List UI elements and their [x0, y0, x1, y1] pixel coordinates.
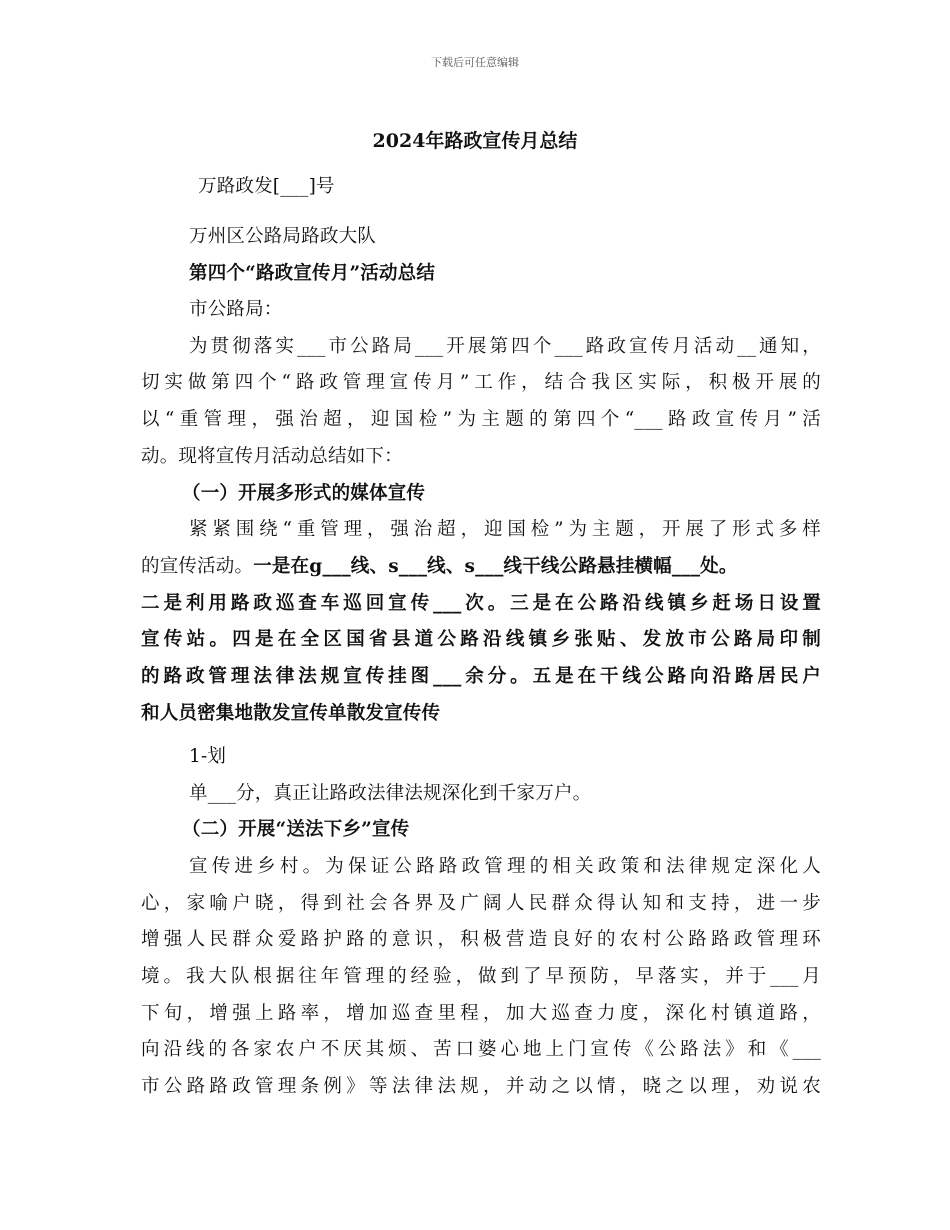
paragraph-line: 1-划 — [189, 746, 227, 767]
paragraph-line: 心，家喻户晓，得到社会各界及广阔人民群众得认知和支持，进一步 — [141, 893, 821, 914]
paragraph-line: 单___分，真正让路政法律法规深化到千家万户。 — [189, 783, 592, 804]
paragraph-line — [141, 555, 821, 579]
document-title: 2024年路政宣传月总结 — [372, 130, 578, 152]
text-bold: 一是在g___线、s___线、s___线干线公路悬挂横幅___处。 — [253, 556, 738, 577]
text-normal: 的宣传活动。 — [141, 556, 254, 577]
addressee: 市公路局： — [189, 299, 283, 320]
page-header-note: 下载后可任意编辑 — [431, 56, 519, 69]
paragraph-line: 二是利用路政巡查车巡回宣传___次。三是在公路沿线镇乡赶场日设置 — [141, 593, 821, 614]
paragraph-line: 动。现将宣传月活动总结如下： — [141, 446, 403, 467]
organization-name: 万州区公路局路政大队 — [189, 226, 377, 247]
section-heading: （二）开展“送法下乡”宣传 — [182, 819, 410, 840]
paragraph-line: 增强人民群众爱路护路的意识，积极营造良好的农村公路路政管理环 — [141, 929, 821, 950]
paragraph-line: 市公路路政管理条例》等法律法规，并动之以情，晓之以理，劝说农 — [141, 1076, 821, 1097]
document-number: 万路政发[___]号 — [198, 176, 335, 197]
paragraph-line: 紧紧围绕“重管理，强治超，迎国检”为主题，开展了形式多样 — [189, 519, 821, 540]
paragraph-line: 境。我大队根据往年管理的经验，做到了早预防，早落实，并于___月 — [141, 966, 821, 987]
paragraph-line: 下旬，增强上路率，增加巡查里程，加大巡查力度，深化村镇道路， — [141, 1003, 821, 1024]
paragraph-line: 切实做第四个“路政管理宣传月”工作，结合我区实际，积极开展的 — [141, 372, 821, 393]
document-subtitle: 第四个“路政宣传月”活动总结 — [189, 263, 436, 284]
paragraph-line: 和人员密集地散发宣传单散发宣传传 — [141, 703, 441, 724]
paragraph-line: 以“重管理，强治超，迎国检”为主题的第四个“___路政宣传月”活 — [141, 409, 821, 430]
paragraph-line: 向沿线的各家农户不厌其烦、苦口婆心地上门宣传《公路法》和《___ — [141, 1039, 821, 1060]
section-heading: （一）开展多形式的媒体宣传 — [182, 483, 426, 504]
paragraph-line: 宣传站。四是在全区国省县道公路沿线镇乡张贴、发放市公路局印制 — [141, 629, 821, 650]
paragraph-line: 的路政管理法律法规宣传挂图___余分。五是在干线公路向沿路居民户 — [141, 666, 821, 687]
paragraph-line: 为贯彻落实___市公路局___开展第四个___路政宣传月活动__通知， — [189, 336, 821, 357]
paragraph-line: 宣传进乡村。为保证公路路政管理的相关政策和法律规定深化人 — [189, 856, 821, 877]
